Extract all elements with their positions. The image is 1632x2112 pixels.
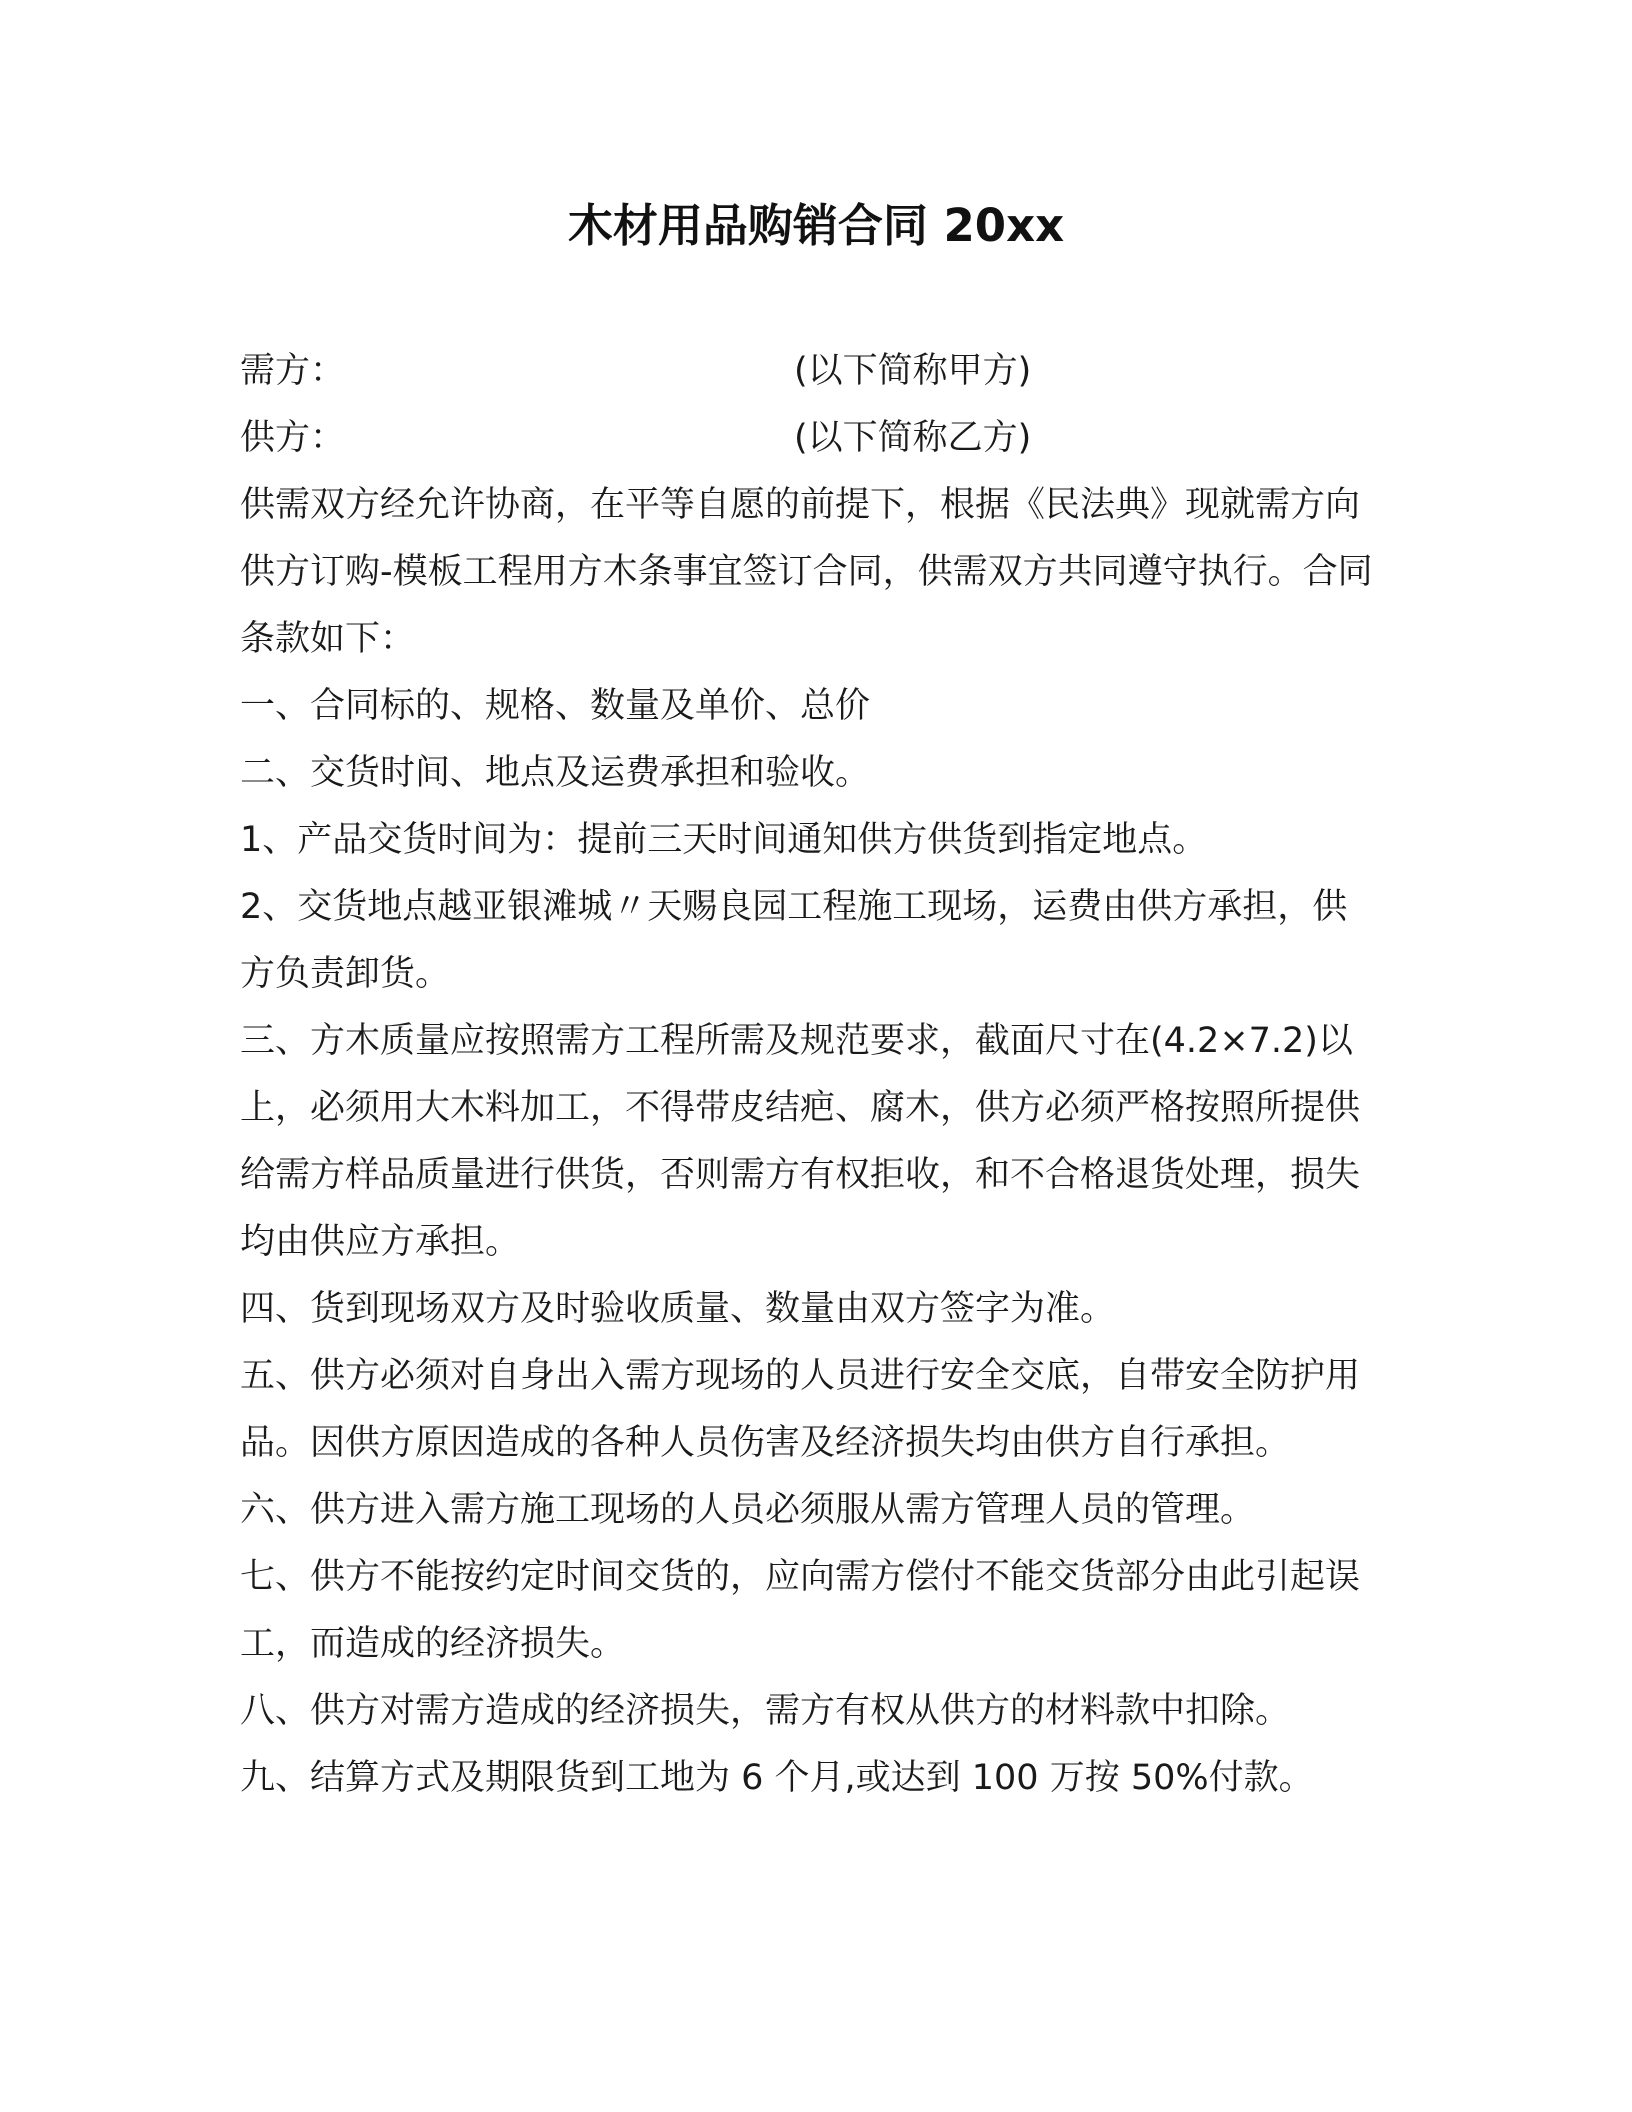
buyer-line [240, 338, 1380, 405]
clause-6: 六、供方进入需方施工现场的人员必须服从需方管理人员的管理。 [240, 1490, 1256, 1530]
clause-2-heading: 二、交货时间、地点及运费承担和验收。 [240, 753, 871, 793]
clause-1-heading: 一、合同标的、规格、数量及单价、总价 [240, 686, 871, 726]
clause-9: 九、结算方式及期限货到工地为 6 个月,或达到 100 万按 50%付款。 [240, 1758, 1314, 1798]
clause-7: 七、供方不能按约定时间交货的，应向需方偿付不能交货部分由此引起误工，而造成的经济损失。 [240, 1557, 1361, 1664]
seller-line [240, 405, 1380, 472]
clause-5: 五、供方必须对自身出入需方现场的人员进行安全交底，自带安全防护用品。因供方原因造成的各种人员伤害及经济损失均由供方自行承担。 [240, 1356, 1361, 1463]
document-body [240, 338, 1380, 1812]
buyer-label: 需方： [240, 351, 346, 391]
clause-4: 四、货到现场双方及时验收质量、数量由双方签字为准。 [240, 1289, 1116, 1329]
document-title: 木材用品购销合同 20xx [567, 199, 1065, 252]
clause-2-item-1: 1、产品交货时间为：提前三天时间通知供方供货到指定地点。 [240, 820, 1208, 860]
seller-note: (以下简称乙方) [794, 418, 1032, 458]
clause-8: 八、供方对需方造成的经济损失，需方有权从供方的材料款中扣除。 [240, 1691, 1291, 1731]
intro-paragraph: 供需双方经允许协商，在平等自愿的前提下，根据《民法典》现就需方向供方订购-模板工程用方木条事宜签订合同，供需双方共同遵守执行。合同条款如下： [240, 485, 1373, 659]
clause-3: 三、方木质量应按照需方工程所需及规范要求，截面尺寸在(4.2×7.2)以上，必须用大木料加工，不得带皮结疤、腐木，供方必须严格按照所提供给需方样品质量进行供货，否则需方有权拒收，和不合格退货处理，损失均由供应方承担。 [240, 1021, 1361, 1262]
buyer-note: (以下简称甲方) [794, 351, 1032, 391]
seller-label: 供方： [240, 418, 346, 458]
clause-2-item-2: 2、交货地点越亚银滩城〃天赐良园工程施工现场，运费由供方承担，供方负责卸货。 [240, 887, 1348, 994]
